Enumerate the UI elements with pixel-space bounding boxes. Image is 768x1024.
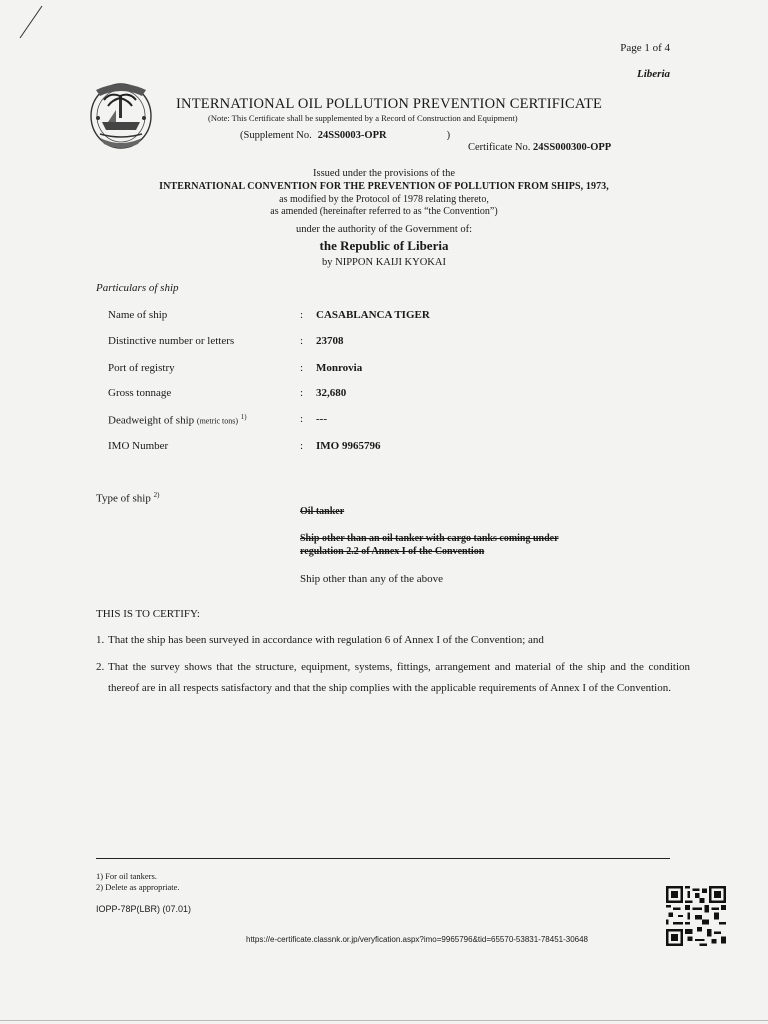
ship-type-cargo-tanks-struck-line2: regulation 2.2 of Annex I of the Convention: [300, 546, 485, 557]
row-label-gross-tonnage: Gross tonnage: [108, 387, 172, 399]
row-label-imo-number: IMO Number: [108, 440, 169, 452]
pen-stroke-mark: [16, 4, 46, 40]
row-colon: :: [300, 335, 304, 347]
type-of-ship-text: Type of ship: [96, 492, 151, 505]
row-value-gross-tonnage: 32,680: [316, 387, 347, 399]
ship-type-selected: Ship other than any of the above: [300, 573, 443, 585]
row-value-port-of-registry: Monrovia: [316, 362, 363, 374]
certificate-title: INTERNATIONAL OIL POLLUTION PREVENTION CERTIFICATE: [176, 96, 603, 112]
row-colon: :: [300, 387, 304, 399]
issued-under-text: Issued under the provisions of the: [312, 168, 456, 179]
ship-type-cargo-tanks-struck-line1: Ship other than an oil tanker with cargo tanks coming under: [300, 533, 559, 544]
row-value-name-of-ship: CASABLANCA TIGER: [316, 309, 430, 321]
page-edge-rule: [0, 1020, 768, 1021]
certify-item-number: 2.: [96, 661, 105, 673]
footnote-2: 2) Delete as appropriate.: [96, 882, 180, 892]
amended-text: as amended (hereinafter referred to as “the Convention”): [270, 206, 498, 217]
verification-url[interactable]: https://e-certificate.classnk.or.jp/veryfication.aspx?imo=9965796&tid=65570-53831-78451-30648: [246, 935, 588, 944]
certificate-number: 24SS000300-OPP: [533, 142, 612, 153]
qr-code-icon[interactable]: [666, 886, 726, 946]
certify-item-text: That the ship has been surveyed in accordance with regulation 6 of Annex I of the Convention; and: [108, 634, 544, 646]
row-value-deadweight: ---: [316, 413, 327, 425]
certify-item-number: 1.: [96, 634, 105, 646]
deadweight-unit: (metric tons): [196, 416, 239, 426]
supplement-close: ): [446, 130, 451, 141]
supplement-line: [240, 130, 450, 141]
liberia-seal-icon: [86, 78, 156, 152]
row-colon: :: [300, 413, 304, 425]
row-label-deadweight: [108, 413, 247, 427]
footnote-1: 1) For oil tankers.: [96, 871, 157, 881]
modified-text: as modified by the Protocol of 1978 relating thereto,: [279, 194, 489, 205]
row-value-imo-number: IMO 9965796: [316, 440, 381, 452]
government-name: the Republic of Liberia: [319, 238, 449, 253]
particulars-heading: Particulars of ship: [96, 282, 179, 294]
row-label-distinctive-number: Distinctive number or letters: [108, 335, 235, 347]
issuing-country: Liberia: [637, 68, 670, 80]
form-code: IOPP-78P(LBR) (07.01): [96, 904, 192, 914]
certify-item-text: That the survey shows that the structure, equipment, systems, fittings, arrangement and material of the ship and the condition thereof are in all respects satisfactory and that the ship complies with the applicable requirements of Annex I of the Convention.: [108, 661, 690, 694]
certificate-number-line: [468, 142, 611, 153]
page-number: Page 1 of 4: [620, 42, 670, 54]
certificate-note: (Note: This Certificate shall be supplemented by a Record of Construction and Equipment): [208, 113, 518, 123]
deadweight-label: Deadweight of ship: [108, 414, 195, 427]
supplement-prefix: (Supplement No.: [240, 130, 312, 141]
certify-item-1: [96, 630, 690, 651]
row-label-port-of-registry: Port of registry: [108, 362, 175, 374]
row-value-distinctive-number: 23708: [316, 335, 344, 347]
certify-item-2: [96, 657, 690, 699]
ship-type-oil-tanker-struck: Oil tanker: [300, 506, 345, 517]
certificate-prefix: Certificate No.: [468, 142, 531, 153]
row-label-name-of-ship: Name of ship: [108, 309, 168, 321]
certify-heading: THIS IS TO CERTIFY:: [96, 608, 200, 620]
footnote-ref-1: 1): [240, 413, 247, 421]
type-of-ship-label: [96, 491, 159, 505]
convention-name: INTERNATIONAL CONVENTION FOR THE PREVENTION OF POLLUTION FROM SHIPS, 1973,: [159, 181, 609, 192]
row-colon: :: [300, 309, 304, 321]
row-colon: :: [300, 440, 304, 452]
footnote-ref-2: 2): [153, 491, 160, 499]
issuing-society: by NIPPON KAIJI KYOKAI: [322, 257, 446, 268]
supplement-number: 24SS0003-OPR: [317, 130, 387, 141]
footnote-divider: [96, 858, 670, 859]
authority-text: under the authority of the Government of:: [295, 224, 473, 235]
row-colon: :: [300, 362, 304, 374]
